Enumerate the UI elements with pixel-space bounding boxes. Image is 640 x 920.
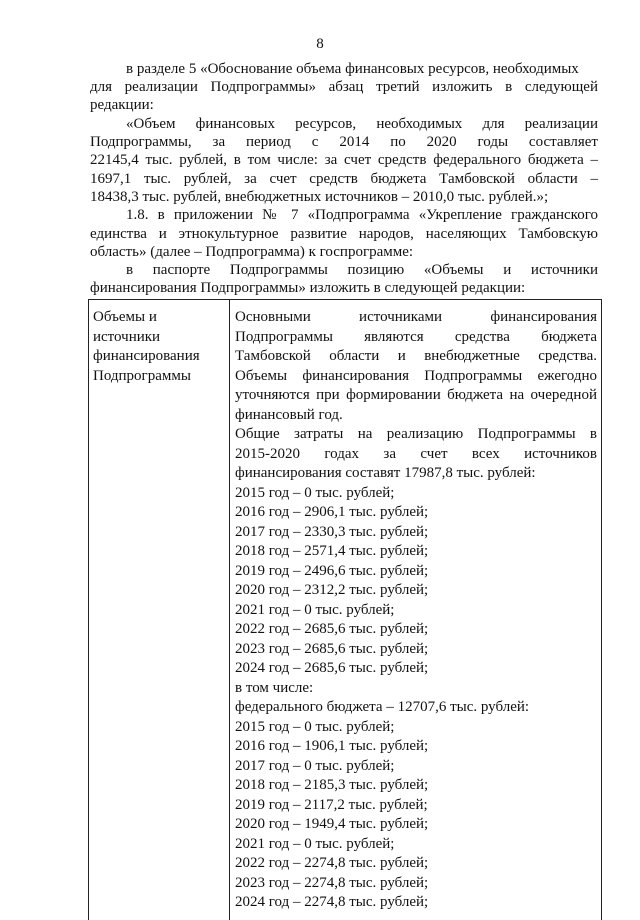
intro-line-11: область» (далее – Подпрограмма) к госпрограмме: — [90, 244, 414, 260]
position-label-line: источники — [93, 328, 161, 345]
column-divider — [229, 300, 230, 920]
description-line: в том числе: — [235, 679, 314, 696]
intro-line-5: Подпрограммы, за период с 2014 по 2020 годы составляет — [90, 134, 598, 150]
description-line: финансовый год. — [235, 406, 343, 423]
year-amount-line: 2022 год – 2274,8 тыс. рублей; — [235, 855, 429, 871]
year-amount-line: 2016 год – 1906,1 тыс. рублей; — [235, 738, 429, 754]
intro-line-8: 18438,3 тыс. рублей, внебюджетных источников – 2010,0 тыс. рублей.»; — [90, 189, 549, 205]
description-line: федерального бюджета – 12707,6 тыс. рублей: — [235, 699, 530, 715]
description-line: Подпрограммы являются средства бюджета — [235, 328, 597, 345]
year-amount-line: 2019 год – 2496,6 тыс. рублей; — [235, 562, 429, 579]
financing-table — [88, 299, 602, 920]
intro-line-9: 1.8. в приложении № 7 «Подпрограмма «Укрепление гражданского — [126, 207, 598, 223]
year-amount-line: 2019 год – 2117,2 тыс. рублей; — [235, 796, 428, 813]
description-line: финансирования составят 17987,8 тыс. рублей: — [235, 465, 536, 481]
intro-line-2: для реализации Подпрограммы» абзац третий изложить в следующей — [90, 79, 598, 95]
position-label-line: Подпрограммы — [93, 367, 191, 384]
year-amount-line: 2024 год – 2274,8 тыс. рублей; — [235, 894, 429, 910]
description-line: Тамбовской области и внебюджетные средства. — [235, 348, 597, 364]
year-amount-line: 2021 год – 0 тыс. рублей; — [235, 601, 395, 618]
intro-line-12: в паспорте Подпрограммы позицию «Объемы и источники — [126, 262, 598, 278]
intro-line-7: 1697,1 тыс. рублей, за счет средств бюджета Тамбовской области – — [90, 171, 598, 187]
position-cell — [93, 308, 227, 386]
year-amount-line: 2015 год – 0 тыс. рублей; — [235, 484, 395, 501]
year-amount-line: 2024 год – 2685,6 тыс. рублей; — [235, 660, 429, 676]
year-amount-line: 2017 год – 2330,3 тыс. рублей; — [235, 523, 429, 540]
description-line: 2015-2020 годах за счет всех источников — [235, 445, 597, 462]
year-amount-line: 2023 год – 2685,6 тыс. рублей; — [235, 640, 429, 657]
intro-line-6: 22145,4 тыс. рублей, в том числе: за счет средств федерального бюджета – — [90, 152, 598, 168]
financing-description-cell — [235, 308, 597, 913]
page-number: 8 — [316, 36, 324, 52]
position-label-line: финансирования — [93, 348, 200, 364]
year-amount-line: 2018 год – 2185,3 тыс. рублей; — [235, 777, 429, 793]
description-line: Объемы финансирования Подпрограммы ежегодно — [235, 367, 597, 384]
intro-line-3: редакции: — [90, 97, 154, 113]
position-label-line: Объемы и — [93, 309, 157, 325]
year-amount-line: 2021 год – 0 тыс. рублей; — [235, 835, 395, 852]
year-amount-line: 2018 год – 2571,4 тыс. рублей; — [235, 543, 429, 559]
description-line: Основными источниками финансирования — [235, 309, 597, 325]
year-amount-line: 2022 год – 2685,6 тыс. рублей; — [235, 621, 429, 637]
year-amount-line: 2016 год – 2906,1 тыс. рублей; — [235, 504, 429, 520]
year-amount-line: 2020 год – 2312,2 тыс. рублей; — [235, 582, 429, 598]
description-line: уточняются при формировании бюджета на очередной — [235, 387, 597, 403]
intro-line-13: финансирования Подпрограммы» изложить в следующей редакции: — [90, 280, 526, 296]
year-amount-line: 2015 год – 0 тыс. рублей; — [235, 718, 395, 735]
year-amount-line: 2017 год – 0 тыс. рублей; — [235, 757, 395, 774]
intro-line-1: в разделе 5 «Обоснование объема финансовых ресурсов, необходимых — [126, 61, 579, 77]
description-line: Общие затраты на реализацию Подпрограммы в — [235, 426, 597, 442]
year-amount-line: 2023 год – 2274,8 тыс. рублей; — [235, 874, 429, 891]
intro-line-4: «Объем финансовых ресурсов, необходимых для реализации — [126, 116, 598, 132]
intro-line-10: единства и этнокультурное развитие народов, населяющих Тамбовскую — [90, 226, 598, 242]
year-amount-line: 2020 год – 1949,4 тыс. рублей; — [235, 816, 429, 832]
